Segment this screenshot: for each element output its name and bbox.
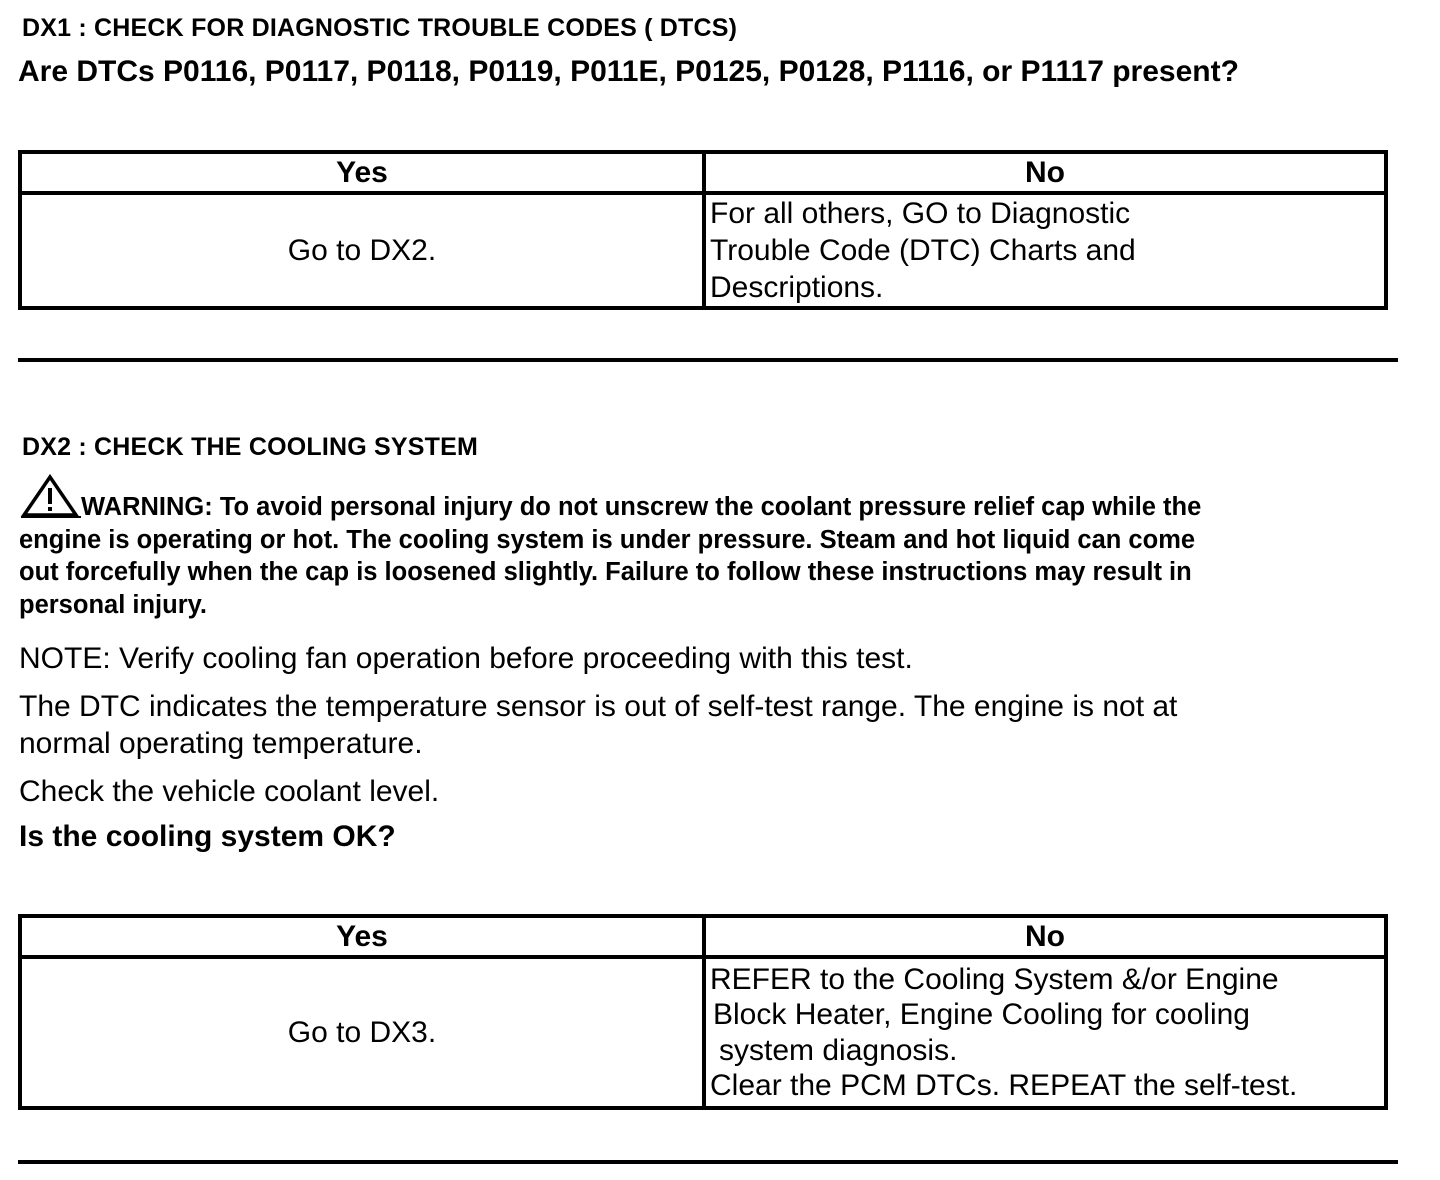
dx2-question: Is the cooling system OK? [19, 820, 396, 853]
dx1-question: Are DTCs P0116, P0117, P0118, P0119, P011E, P0125, P0128, P1116, or P1117 present? [18, 55, 1239, 88]
dx2-no-action-line: Clear the PCM DTCs. REPEAT the self-test. [710, 1069, 1298, 1102]
dx2-warning-line: engine is operating or hot. The cooling system is under pressure. Steam and hot liquid can come [19, 525, 1196, 554]
dx2-yes-header: Yes [20, 916, 704, 957]
dx2-no-header: No [704, 916, 1386, 957]
section-divider [18, 358, 1398, 362]
dx2-no-action-line: REFER to the Cooling System &/or Engine [710, 962, 1279, 996]
section-divider [18, 1160, 1398, 1164]
dx1-heading: DX1 : CHECK FOR DIAGNOSTIC TROUBLE CODES ( DTCS) [22, 14, 738, 42]
dx2-heading: DX2 : CHECK THE COOLING SYSTEM [22, 433, 479, 461]
dx1-yes-header: Yes [20, 152, 704, 193]
dx2-paragraph-line: normal operating temperature. [19, 727, 423, 760]
dx2-no-action-line: Block Heater, Engine Cooling for cooling [713, 998, 1250, 1031]
dx2-warning-line: personal injury. [19, 590, 207, 619]
dx1-no-action [704, 193, 1386, 308]
dx1-yes-action: Go to DX2. [20, 193, 704, 308]
dx2-no-action-line: system diagnosis. [719, 1033, 958, 1067]
dx2-yes-action: Go to DX3. [20, 957, 704, 1108]
dx2-yes-no-table [18, 914, 1388, 1110]
dx2-instruction: Check the vehicle coolant level. [19, 775, 440, 808]
dx2-warning-line: out forcefully when the cap is loosened slightly. Failure to follow these instructions may result in [19, 558, 1192, 586]
dx1-no-header: No [704, 152, 1386, 193]
warning-triangle-icon [19, 474, 81, 518]
dx2-no-action [704, 957, 1386, 1108]
dx2-warning-line: WARNING: To avoid personal injury do not unscrew the coolant pressure relief cap while the [81, 493, 1202, 521]
dx1-no-action-line: For all others, GO to Diagnostic [710, 197, 1131, 230]
dx2-warning [19, 474, 1419, 621]
dx2-paragraph [19, 688, 1177, 762]
dx1-no-action-line: Trouble Code (DTC) Charts and [710, 234, 1136, 267]
dx1-yes-no-table [18, 150, 1388, 310]
dx2-note: NOTE: Verify cooling fan operation before proceeding with this test. [19, 642, 913, 675]
dx2-paragraph-line: The DTC indicates the temperature sensor is out of self-test range. The engine is not at [19, 690, 1178, 723]
dx1-no-action-line: Descriptions. [710, 271, 884, 304]
